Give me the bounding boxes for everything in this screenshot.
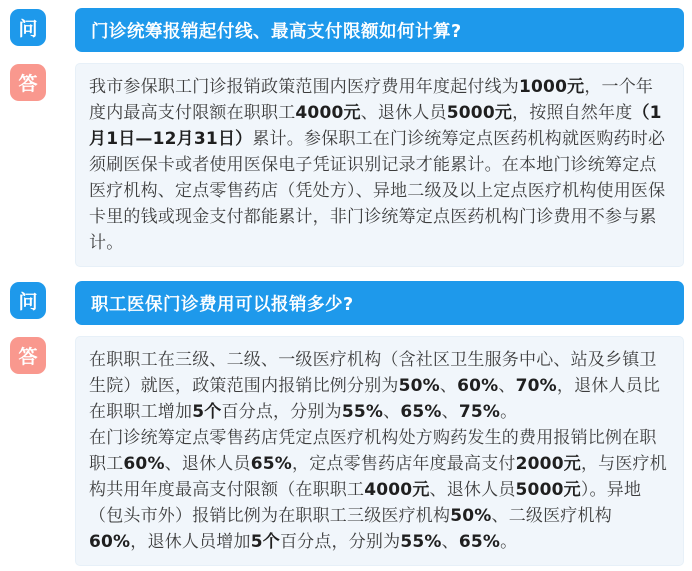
qa-section-1 xyxy=(0,8,692,267)
answer-row-2 xyxy=(0,336,692,566)
answer-row-1 xyxy=(0,63,692,267)
answer-text: 在职职工在三级、二级、一级医疗机构（含社区卫生服务中心、站及乡镇卫生院）就医，政策范围内报销比例分别为50%、60%、70%，退休人员比在职职工增加5个百分点，分别为55%、65%、75%。 在门诊统筹定点零售药店凭定点医疗机构处方购药发生的费用报销比例在职职工60%、退休人员65%，定点零售药店年度最高支付2000元，与医疗机构共用年度最高支付限额（在职职工4000元、退休人员5000元）。异地（包头市外）报销比例为在职职工三级医疗机构50%、二级医疗机构60%，退休人员增加5个百分点，分别为55%、65%。 xyxy=(75,336,684,566)
question-row-2 xyxy=(0,281,692,325)
answer-badge: 答 xyxy=(10,64,46,101)
qa-section-2 xyxy=(0,281,692,566)
question-title: 门诊统筹报销起付线、最高支付限额如何计算? xyxy=(75,8,684,52)
question-title: 职工医保门诊费用可以报销多少? xyxy=(75,281,684,325)
question-row-1 xyxy=(0,8,692,52)
question-badge: 问 xyxy=(10,9,46,46)
answer-text: 我市参保职工门诊报销政策范围内医疗费用年度起付线为1000元，一个年度内最高支付限额在职职工4000元、退休人员5000元，按照自然年度（1月1日—12月31日）累计。参保职工在门诊统筹定点医药机构就医购药时必须刷医保卡或者使用医保电子凭证识别记录才能累计。在本地门诊统筹定点医疗机构、定点零售药店（凭处方）、异地二级及以上定点医疗机构使用医保卡里的钱或现金支付都能累计，非门诊统筹定点医药机构门诊费用不参与累计。 xyxy=(75,63,684,267)
answer-badge: 答 xyxy=(10,337,46,374)
question-badge: 问 xyxy=(10,282,46,319)
